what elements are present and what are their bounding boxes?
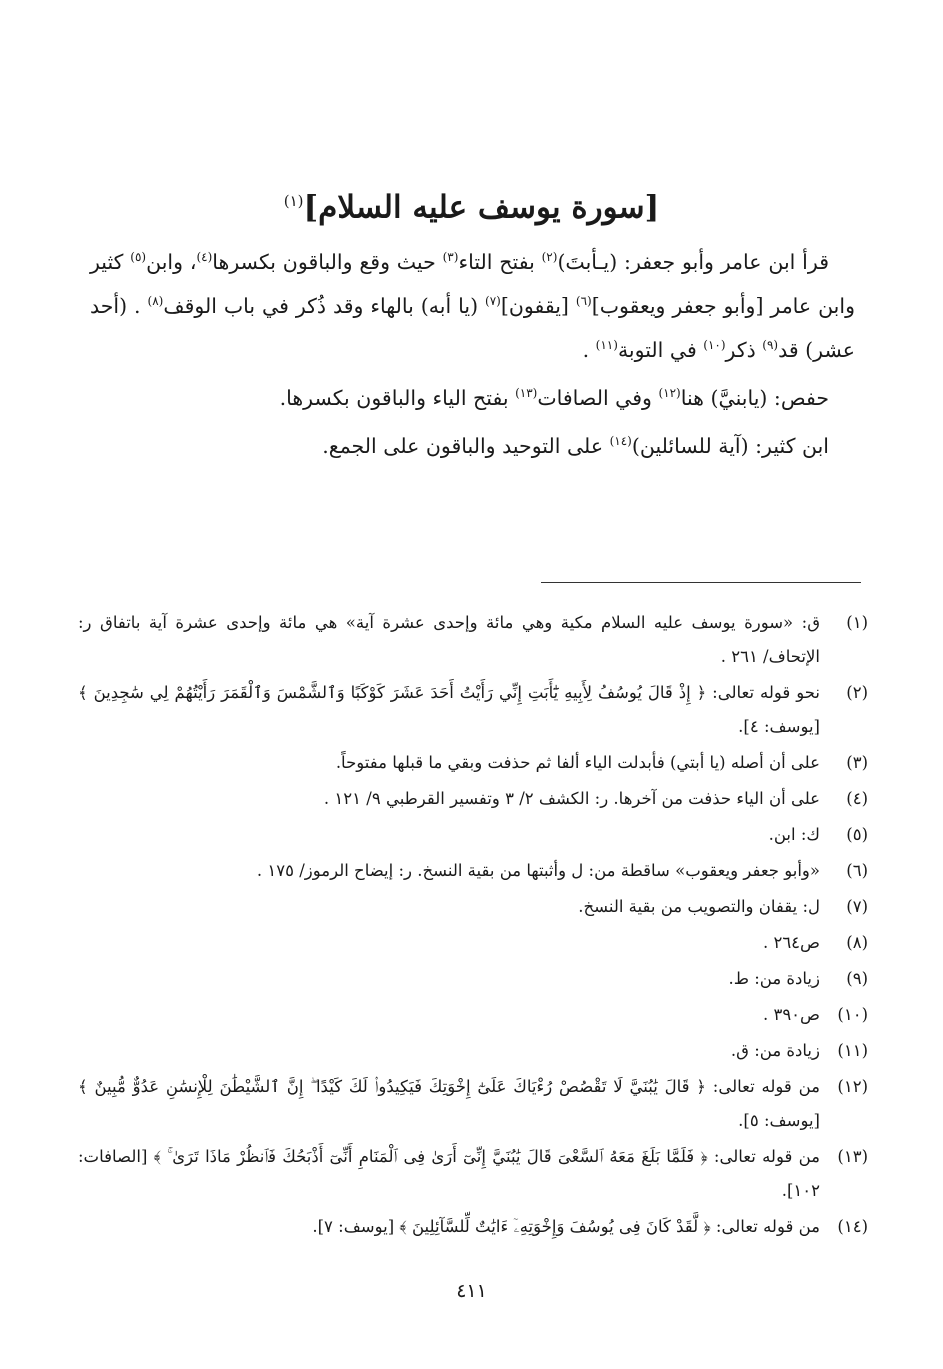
title-footnote-ref: (١) — [283, 192, 304, 210]
footnote-item — [78, 1034, 868, 1068]
text-segment: حفص: (يابنيَّ) هنا — [680, 386, 829, 410]
footnote-text: زيادة من: ط. — [728, 969, 820, 988]
footnote-ref: (١١) — [595, 338, 618, 353]
footnotes-section — [78, 606, 868, 1246]
text-segment: وفي الصافات — [537, 386, 659, 410]
footnote-ref: (٧) — [485, 294, 501, 309]
footnote-number: (٤) — [846, 789, 868, 808]
footnote-item — [78, 962, 868, 996]
footnote-ref: (٨) — [147, 294, 164, 309]
footnote-ref: (٣) — [442, 250, 459, 265]
footnote-ref: (١٢) — [658, 386, 681, 401]
footnote-text: «وأبو جعفر ويعقوب» ساقطة من: ل وأثبتها من بقية النسخ. ر: إيضاح الرموز/ ١٧٥ . — [256, 861, 820, 880]
footnote-text: على أن الياء حذفت من آخرها. ر: الكشف ٢/ ٣ وتفسير القرطبي ٩/ ١٢١ . — [323, 789, 820, 808]
footnote-item — [78, 854, 868, 888]
surah-title-text: [سورة يوسف عليه السلام] — [303, 189, 660, 226]
text-segment: ابن كثير: (آية للسائلين) — [631, 434, 829, 458]
footnote-number: (٦) — [846, 861, 868, 880]
footnote-number: (٣) — [846, 753, 868, 772]
footnote-item — [78, 1070, 868, 1138]
text-segment: في التوبة — [617, 338, 704, 362]
text-segment: كثير وابن عامر [وأبو جعفر ويعقوب] — [90, 250, 855, 318]
footnote-ref: (١٤) — [609, 434, 632, 449]
footnote-number: (٥) — [846, 825, 868, 844]
footnote-number: (١) — [846, 613, 868, 632]
footnote-number: (٩) — [846, 969, 868, 988]
footnote-text: ص٢٦٤ . — [762, 933, 820, 952]
footnote-ref: (٥) — [130, 250, 147, 265]
text-segment: [يقفون] — [500, 294, 576, 318]
footnote-text: على أن أصله (يا أبتي) فأبدلت الياء ألفا ثم حذفت وبقي ما قبلها مفتوحاً. — [335, 753, 820, 772]
footnote-item — [78, 926, 868, 960]
text-segment: حيث وقع والباقون بكسرها — [212, 250, 443, 274]
footnote-text: زيادة من: ق. — [730, 1041, 820, 1060]
footnote-item — [78, 998, 868, 1032]
text-segment: ذكر — [725, 338, 763, 362]
paragraph-readings-1 — [90, 240, 855, 372]
footnote-text: من قوله تعالى: ﴿ قَالَ يَٰبُنَيَّ لَا تَقْصُصْ رُءْيَاكَ عَلَىٰٓ إِخْوَتِكَ فَيَكِيدُوا۟ لَكَ كَيْدًا ۖ إِنَّ ٱلشَّيْطَٰنَ لِلْإِنسَٰنِ عَدُوٌّ مُّبِينٌ ﴾ [يوسف: ٥]. — [78, 1077, 820, 1130]
text-segment: بفتح التاء — [458, 250, 542, 274]
footnote-ref: (١٣) — [515, 386, 538, 401]
footnote-item — [78, 818, 868, 852]
footnote-number: (١١) — [837, 1041, 868, 1060]
footnote-text: من قوله تعالى: ﴿ لَّقَدْ كَانَ فِى يُوسُفَ وَإِخْوَتِهِۦٓ ءَايَٰتٌ لِّلسَّآئِلِينَ ﴾ [يوسف: ٧]. — [312, 1217, 820, 1236]
footnote-number: (٧) — [846, 897, 868, 916]
footnote-item — [78, 746, 868, 780]
paragraph-readings-3 — [90, 424, 855, 468]
footnote-number: (١٠) — [837, 1005, 868, 1024]
text-segment: قرأ ابن عامر وأبو جعفر: (يـأبتَ) — [557, 250, 829, 274]
surah-title — [100, 176, 843, 232]
footnote-number: (١٤) — [837, 1217, 868, 1236]
text-segment: ، وابن — [146, 250, 197, 274]
footnote-number: (١٢) — [837, 1077, 868, 1096]
text-segment: بفتح الياء والباقون بكسرها. — [279, 386, 516, 410]
footnote-ref: (٢) — [541, 250, 558, 265]
text-segment: على التوحيد والباقون على الجمع. — [322, 434, 610, 458]
footnote-ref: (٤) — [196, 250, 213, 265]
footnote-ref: (٩) — [762, 338, 779, 353]
footnote-text: ق: «سورة يوسف عليه السلام مكية وهي مائة وإحدى عشرة آية» هي مائة وإحدى عشرة آية باتفاق ر: الإتحاف/ ٢٦١ . — [78, 613, 820, 666]
main-text — [90, 240, 855, 468]
footnote-text: ك: ابن. — [768, 825, 820, 844]
footnote-item — [78, 1140, 868, 1208]
footnote-text: ل: يقفان والتصويب من بقية النسخ. — [578, 897, 820, 916]
footnote-ref: (١٠) — [703, 338, 726, 353]
text-segment: (يا أبه) بالهاء وقد ذُكر في باب الوقف — [163, 294, 486, 318]
footnote-text: ص٣٩٠ . — [762, 1005, 820, 1024]
footnote-number: (١٣) — [837, 1147, 868, 1166]
footnote-text: نحو قوله تعالى: ﴿ إِذْ قَالَ يُوسُفُ لِأَبِيهِ يَٰٓأَبَتِ إِنِّي رَأَيْتُ أَحَدَ عَشَرَ كَوْكَبًا وَٱلشَّمْسَ وَٱلْقَمَرَ رَأَيْتُهُمْ لِي سَٰجِدِينَ ﴾ [يوسف: ٤]. — [78, 683, 820, 736]
footnote-number: (٨) — [846, 933, 868, 952]
footnote-item — [78, 782, 868, 816]
paragraph-readings-2 — [90, 376, 855, 420]
footnote-item — [78, 890, 868, 924]
footnote-text: من قوله تعالى: ﴿ فَلَمَّا بَلَغَ مَعَهُ ٱلسَّعْىَ قَالَ يَٰبُنَيَّ إِنِّىٓ أَرَىٰ فِى ٱلْمَنَامِ أَنِّىٓ أَذْبَحُكَ فَٱنظُرْ مَاذَا تَرَىٰ ۚ ﴾ [الصافات: ١٠٢]. — [78, 1147, 820, 1200]
footnote-divider — [541, 582, 861, 583]
footnote-number: (٢) — [846, 683, 868, 702]
text-segment: . (أحد عشر) قد — [90, 294, 855, 362]
text-segment: . — [582, 338, 596, 362]
footnote-item — [78, 1210, 868, 1244]
footnote-item — [78, 606, 868, 674]
page-number: ٤١١ — [456, 1280, 487, 1302]
footnote-ref: (٦) — [575, 294, 592, 309]
footnote-item — [78, 676, 868, 744]
